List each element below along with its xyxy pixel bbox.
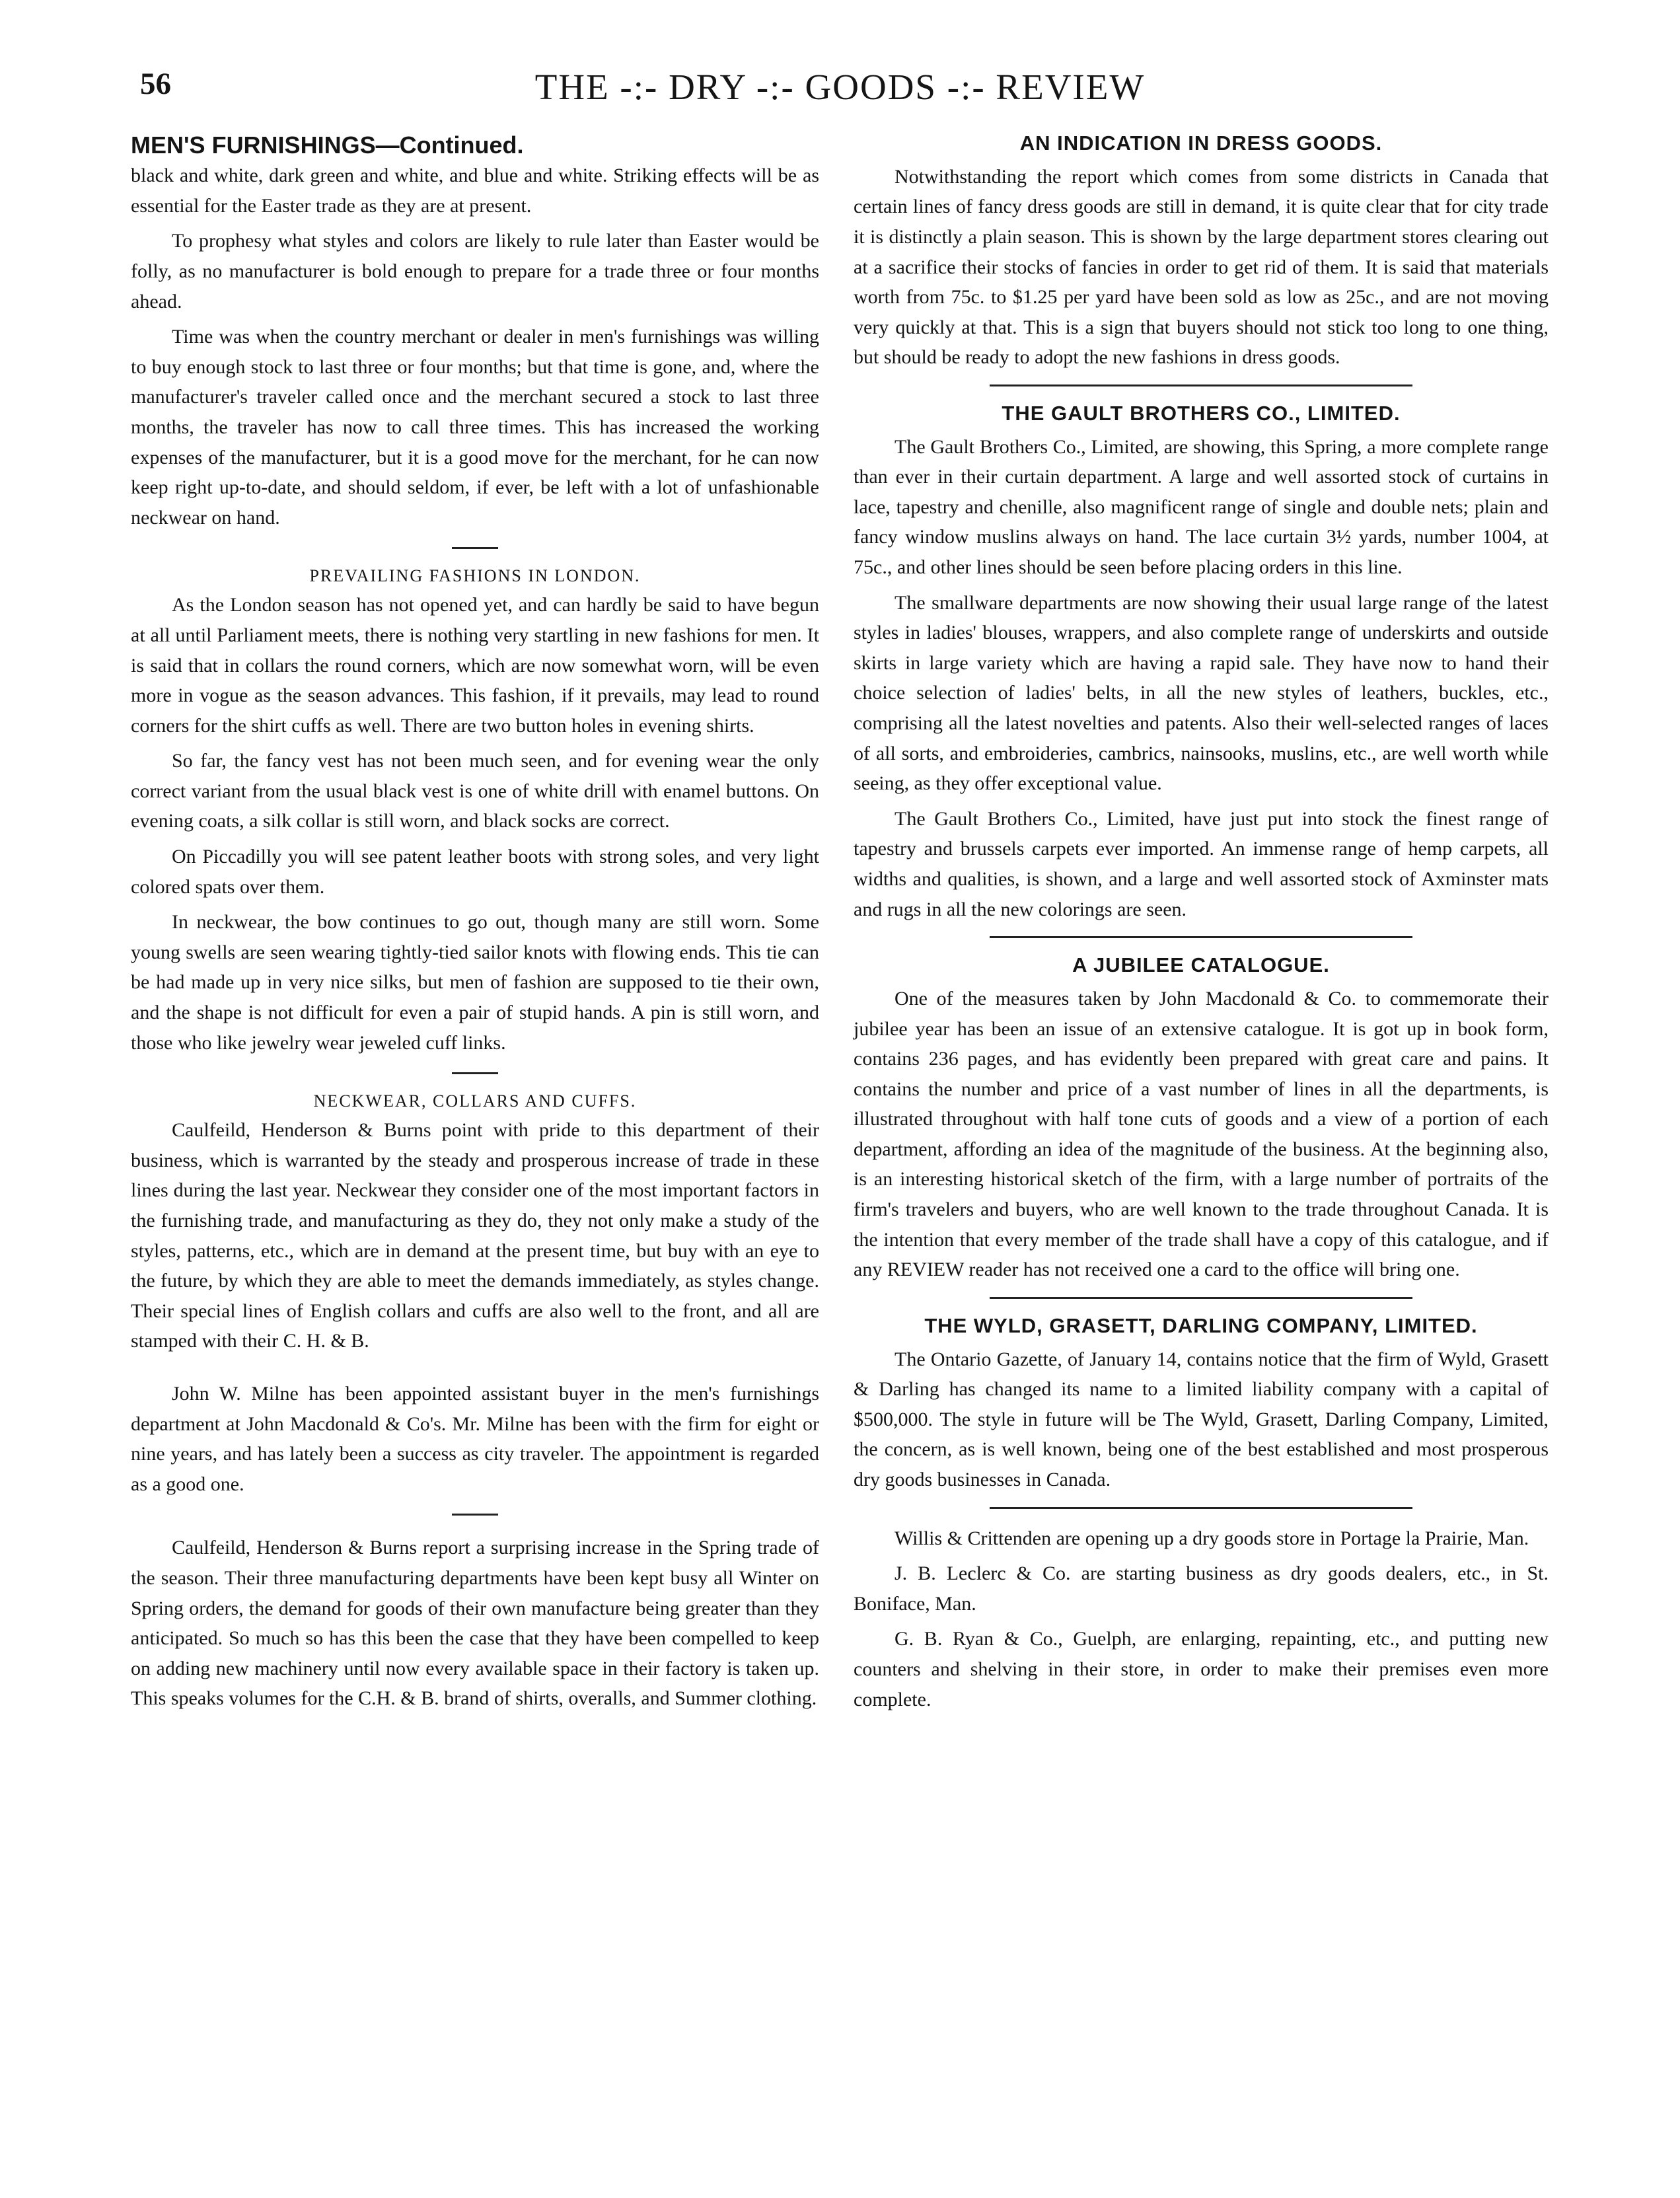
divider	[990, 1297, 1412, 1299]
paragraph: As the London season has not opened yet, and can hardly be said to have begun at all until Parliament meets, there is nothing very startling in new fashions for men. It is said that in collars the round corners, which are now somewhat worn, will be even more in vogue as the season advances. This fashion, if it prevails, may lead to round corners for the shirt cuffs as well. There are two button holes in evening shirts.	[131, 594, 819, 737]
right-column	[854, 131, 1549, 1720]
paragraph: G. B. Ryan & Co., Guelph, are enlarging, repainting, etc., and putting new counters and shelving in their store, in order to make their premises even more complete.	[854, 1628, 1549, 1710]
section-heading-london-fashions: PREVAILING FASHIONS IN LONDON.	[309, 566, 641, 586]
paragraph: So far, the fancy vest has not been much seen, and for evening wear the only correct variant from the usual black vest is one of white drill with enamel buttons. On evening coats, a silk collar is still worn, and black socks are correct.	[131, 750, 819, 832]
section-heading-jubilee-catalogue: A JUBILEE CATALOGUE.	[1072, 953, 1330, 977]
paragraph: J. B. Leclerc & Co. are starting business as dry goods dealers, etc., in St. Boniface, Man.	[854, 1562, 1549, 1615]
paragraph: One of the measures taken by John Macdonald & Co. to commemorate their jubilee year has been an issue of an extensive catalogue. It is got up in book form, contains 236 pages, and has evidently been prepared with great care and pains. It contains the number and price of a vast number of lines in all the departments, is illustrated throughout with half tone cuts of goods and a view of a portion of each department, affording an idea of the magnitude of the business. At the beginning also, is an interesting historical sketch of the firm, with a large number of portraits of the firm's travelers and buyers, who are well known to the trade throughout Canada. It is the intention that every member of the trade shall have a copy of this catalogue, and if any REVIEW reader has not received one a card to the office will bring one.	[854, 987, 1549, 1281]
paragraph: The smallware departments are now showing their usual large range of the latest styles in ladies' blouses, wrappers, and also complete range of underskirts and outside skirts in large variety which are having a rapid sale. They have now to hand their choice selection of ladies' belts, in all the new styles of leathers, buckles, etc., comprising all the latest novelties and patents. Also their well-selected ranges of laces of all sorts, and embroideries, cambrics, nainsooks, muslins, etc., are well worth while seeing, as they offer exceptional value.	[854, 591, 1549, 795]
paragraph: On Piccadilly you will see patent leather boots with strong soles, and very light colored spats over them.	[131, 846, 819, 898]
page-number: 56	[140, 67, 171, 101]
paragraph: Time was when the country merchant or dealer in men's furnishings was willing to buy enough stock to last three or four months; but that time is gone, and, where the manufacturer's traveler called once and the merchant secured a stock to last three months, the traveler has now to call three times. This has increased the working expenses of the manufacturer, but it is a good move for the merchant, for he can now keep right up-to-date, and should seldom, if ever, be left with a lot of unfashionable neckwear on hand.	[131, 326, 819, 529]
paragraph: The Ontario Gazette, of January 14, contains notice that the firm of Wyld, Grasett & Darling has changed its name to a limited liability company with a capital of $500,000. The style in future will be The Wyld, Grasett, Darling Company, Limited, the concern, as is well known, being one of the best established and most prosperous dry goods businesses in Canada.	[854, 1348, 1549, 1490]
divider	[452, 1072, 498, 1074]
section-heading-mens-furnishings: MEN'S FURNISHINGS—Continued.	[131, 131, 524, 159]
paragraph: Willis & Crittenden are opening up a dry goods store in Portage la Prairie, Man.	[895, 1527, 1529, 1549]
divider	[990, 385, 1412, 386]
paragraph: The Gault Brothers Co., Limited, are showing, this Spring, a more complete range than ever in their curtain department. A large and well assorted stock of curtains in lace, tapestry and chenille, also magnificent range of single and double nets; plain and fancy window muslins always on hand. The lace curtain 3½ yards, number 1004, at 75c., and other lines should be seen before placing orders in this line.	[854, 435, 1549, 579]
paragraph: Caulfeild, Henderson & Burns report a surprising increase in the Spring trade of the season. Their three manufacturing departments have been kept busy all Winter on Spring orders, the demand for goods of their own manufacture being greater than they anticipated. So much so has this been the case that they have been compelled to keep on adding new machinery until now every available space in their factory is taken up. This speaks volumes for the C.H. & B. brand of shirts, overalls, and Summer clothing.	[131, 1537, 819, 1710]
masthead-title: THE -:- DRY -:- GOODS -:- REVIEW	[534, 67, 1146, 107]
section-heading-gault-brothers: THE GAULT BROTHERS CO., LIMITED.	[1002, 401, 1401, 425]
section-heading-dress-goods: AN INDICATION IN DRESS GOODS.	[1019, 131, 1383, 155]
section-heading-neckwear: NECKWEAR, COLLARS AND CUFFS.	[313, 1091, 637, 1111]
left-column	[131, 131, 819, 1719]
paragraph: Caulfeild, Henderson & Burns point with pride to this department of their business, which is warranted by the steady and prosperous increase of trade in these lines during the last year. Neckwear they consider one of the most important factors in the furnishing trade, and manufacturing as they do, they not only make a study of the styles, patterns, etc., which are in demand at the present time, but buy with an eye to the future, by which they are able to meet the demands immediately, as styles change. Their special lines of English collars and cuffs are also well to the front, and all are stamped with their C. H. & B.	[131, 1119, 819, 1352]
divider	[452, 547, 498, 549]
paragraph: black and white, dark green and white, and blue and white. Striking effects will be as essential for the Easter trade as they are at present.	[131, 165, 819, 217]
section-heading-wyld-grasett: THE WYLD, GRASETT, DARLING COMPANY, LIMITED.	[924, 1313, 1478, 1337]
divider	[990, 1507, 1412, 1509]
paragraph: John W. Milne has been appointed assistant buyer in the men's furnishings department at John Macdonald & Co's. Mr. Milne has been with the firm for eight or nine years, and has lately been a success as city traveler. The appointment is regarded as a good one.	[131, 1382, 819, 1495]
divider	[452, 1514, 498, 1516]
paragraph: The Gault Brothers Co., Limited, have just put into stock the finest range of tapestry and brussels carpets ever imported. An immense range of hemp carpets, all widths and qualities, is shown, and a large and well assorted stock of Axminster mats and rugs in all the new colorings are seen.	[854, 807, 1549, 920]
paragraph: Notwithstanding the report which comes from some districts in Canada that certain lines of fancy dress goods are still in demand, it is quite clear that for city trade it is distinctly a plain season. This is shown by the large department stores clearing out at a sacrifice their stocks of fancies in order to get rid of them. It is said that materials worth from 75c. to $1.25 per yard have been sold as low as 25c., and are not moving very quickly at that. This is a sign that buyers should not stick too long to one thing, but should be ready to adopt the new fashions in dress goods.	[854, 165, 1549, 369]
paragraph: To prophesy what styles and colors are likely to rule later than Easter would be folly, as no manufacturer is bold enough to prepare for a trade three or four months ahead.	[131, 230, 819, 312]
divider	[990, 936, 1412, 938]
paragraph: In neckwear, the bow continues to go out, though many are still worn. Some young swells are seen wearing tightly-tied sailor knots with flowing ends. This tie can be had made up in very nice silks, but men of fashion are supposed to tie their own, and the shape is not difficult for even a pair of stupid hands. A pin is still worn, and those who like jewelry wear jeweled cuff links.	[131, 911, 819, 1054]
